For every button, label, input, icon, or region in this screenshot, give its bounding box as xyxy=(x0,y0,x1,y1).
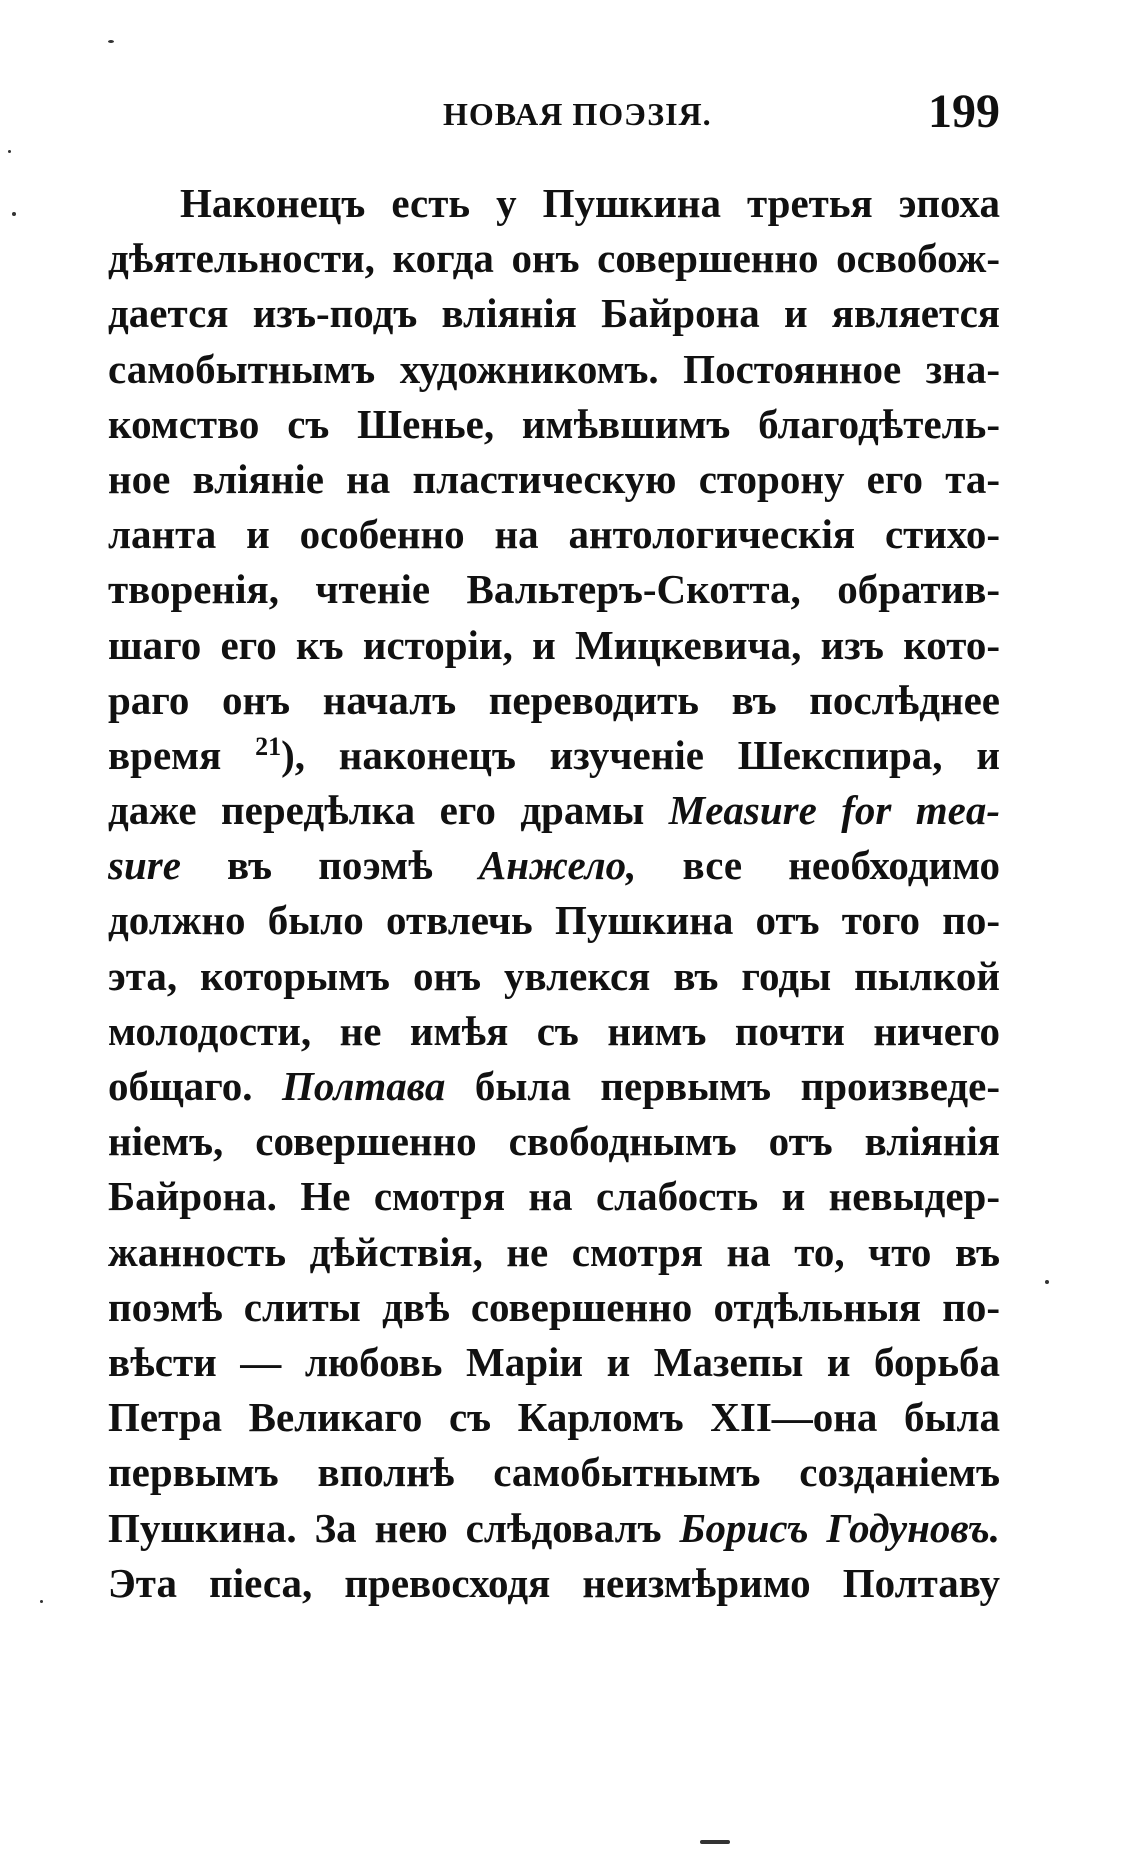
text-line: sure въ поэмѣ Анжело, все необходимо xyxy=(108,842,1000,889)
scan-speck xyxy=(1045,1280,1049,1284)
running-head xyxy=(108,84,1000,144)
text-line: Петра Великаго съ Карломъ XII—она была xyxy=(108,1394,1000,1441)
scan-speck xyxy=(12,212,16,216)
footnote-ref: 21 xyxy=(255,731,282,761)
running-title: НОВАЯ ПОЭЗІЯ. xyxy=(443,96,712,132)
scan-speck xyxy=(108,40,114,43)
italic-title: Анжело, xyxy=(478,842,637,889)
text-line: даже передѣлка его драмы Measure for mea- xyxy=(108,787,1000,834)
text-line: раго онъ началъ переводить въ послѣднее xyxy=(108,676,1000,723)
text-line: Байрона. Не смотря на слабость и невыдер- xyxy=(108,1173,1000,1220)
text-line: Пушкина. За нею слѣдовалъ Борисъ Годуновъ. xyxy=(108,1504,1000,1551)
text-line: ное вліяніе на пластическую сторону его та- xyxy=(108,455,1000,502)
text-line: дѣятельности, когда онъ совершенно освобож- xyxy=(108,235,1000,282)
italic-title: Борисъ Годуновъ. xyxy=(679,1504,1000,1551)
text-line: Эта піеса, превосходя неизмѣримо Полтаву xyxy=(108,1559,1000,1606)
text-line: поэмѣ слиты двѣ совершенно отдѣльныя по- xyxy=(108,1283,1000,1330)
text-line: дается изъ-подъ вліянія Байрона и является xyxy=(108,290,1000,337)
text-line: комство съ Шенье, имѣвшимъ благодѣтель- xyxy=(108,400,1000,447)
paragraph xyxy=(108,176,1000,1611)
scan-speck xyxy=(40,1600,43,1603)
text-line: творенія, чтеніе Вальтеръ-Скотта, обратив- xyxy=(108,566,1000,613)
text-line: вѣсти — любовь Маріи и Мазепы и борьба xyxy=(108,1338,1000,1385)
text-line: Наконецъ есть у Пушкина третья эпоха xyxy=(180,180,1000,226)
text-line: жанность дѣйствія, не смотря на то, что въ xyxy=(108,1228,1000,1275)
scan-speck xyxy=(8,150,11,153)
text-line: первымъ вполнѣ самобытнымъ созданіемъ xyxy=(108,1449,1000,1496)
italic-title: Measure for mea- xyxy=(668,787,1000,834)
text-line: шаго его къ исторіи, и Мицкевича, изъ кото- xyxy=(108,621,1000,668)
text-line: молодости, не имѣя съ нимъ почти ничего xyxy=(108,1007,1000,1054)
italic-title: Полтава xyxy=(282,1063,446,1109)
text-line: ланта и особенно на антологическія стихо- xyxy=(108,511,1000,558)
scan-speck xyxy=(700,1840,730,1844)
italic-title: sure xyxy=(108,842,181,889)
text-line: ніемъ, совершенно свободнымъ отъ вліянія xyxy=(108,1118,1000,1165)
text-line: эта, которымъ онъ увлекся въ годы пылкой xyxy=(108,952,1000,999)
text-line: общаго. Полтава была первымъ произведе- xyxy=(108,1063,1000,1109)
page-number: 199 xyxy=(928,85,1000,138)
text-line: время $^{21}$), наконецъ изученіе Шекспира, и xyxy=(108,731,1000,778)
text-line: самобытнымъ художникомъ. Постоянное зна- xyxy=(108,345,1000,392)
text-line: должно было отвлечь Пушкина отъ того по- xyxy=(108,897,1000,944)
